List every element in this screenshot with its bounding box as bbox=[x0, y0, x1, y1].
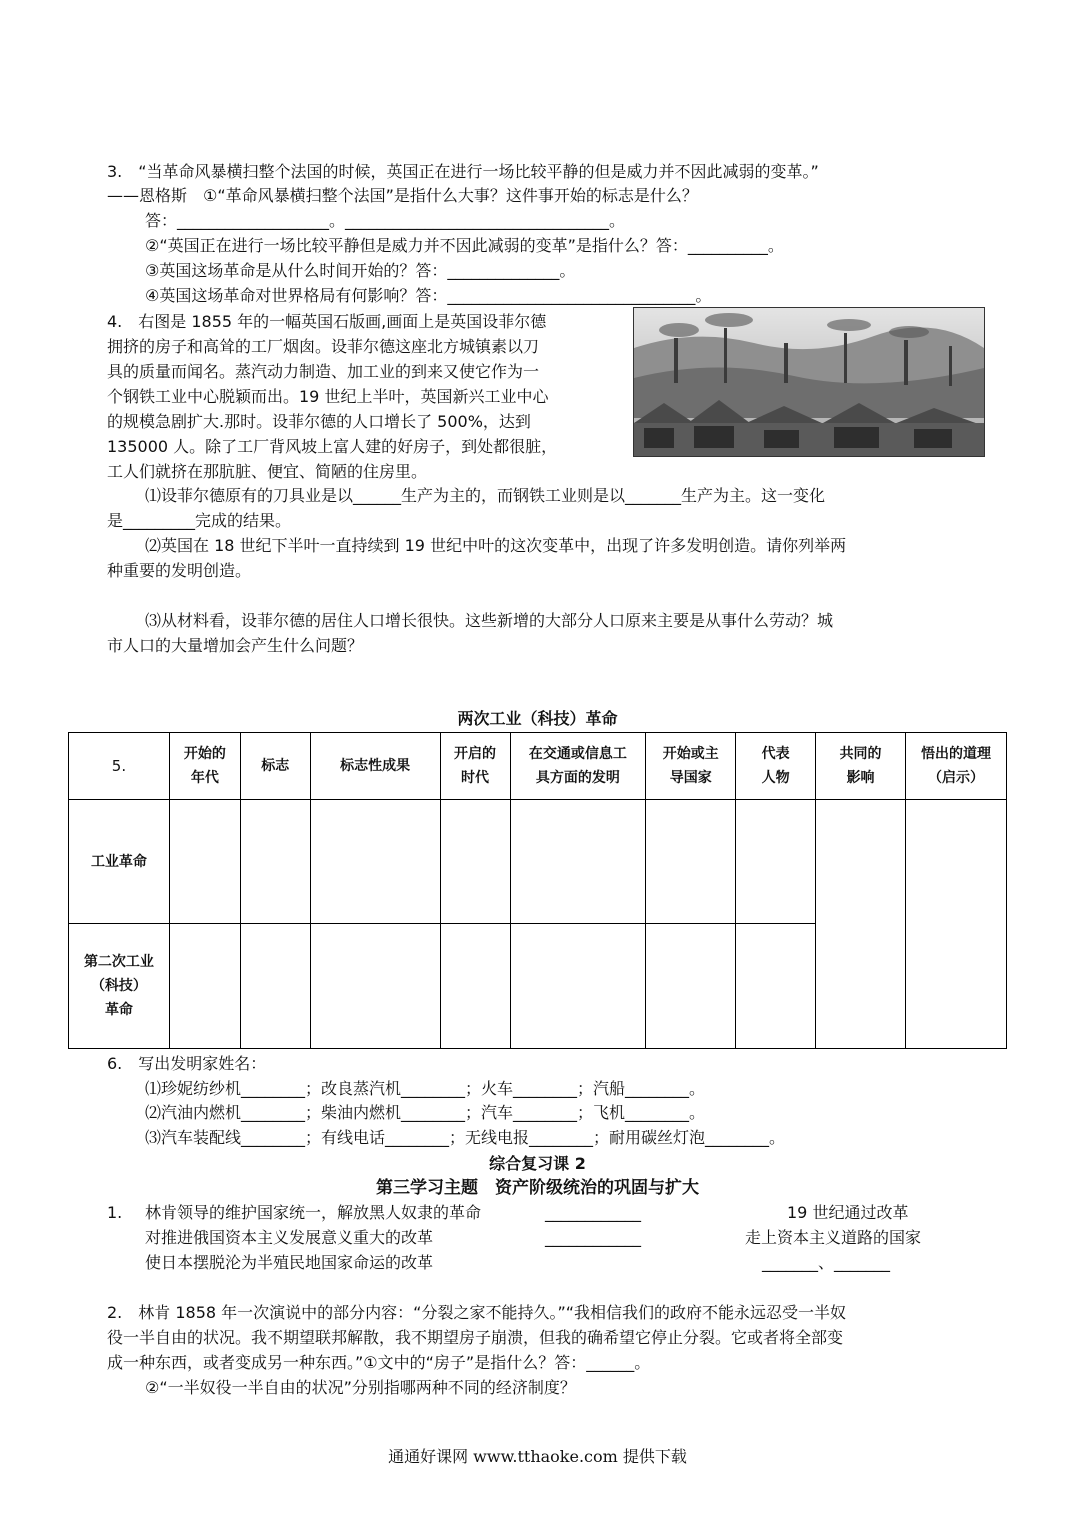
header-text: 悟出的道理 （启示） bbox=[921, 746, 991, 786]
q4-text-line: 135000 人。除了工厂背风坡上富人建的好房子，到处都很脏， bbox=[107, 437, 558, 456]
table-header-cell bbox=[906, 733, 1007, 800]
q6-line3: ⑶汽车装配线________；有线电话________；无线电报________；耐用碳丝灯泡________。 bbox=[145, 1128, 786, 1147]
q4-text-line: 的规模急剧扩大.那时。设菲尔德的人口增长了 500%，达到 bbox=[107, 412, 531, 431]
header-text: 开始的 年代 bbox=[183, 746, 226, 786]
table-header-cell bbox=[69, 733, 170, 800]
row-label-industrial-revolution: 工业革命 bbox=[69, 800, 170, 924]
table-header-cell bbox=[240, 733, 310, 800]
q4-sub2-line2: 种重要的发明创造。 bbox=[107, 561, 252, 580]
q7-item-left: 林肯领导的维护国家统一，解放黑人奴隶的革命 bbox=[145, 1203, 482, 1222]
q7-number: 1. bbox=[107, 1203, 123, 1222]
table-cell bbox=[169, 924, 240, 1049]
q4-sub3-line2: 市人口的大量增加会产生什么问题？ bbox=[107, 636, 364, 655]
row-label-text: 第二次工业 （科技） 革命 bbox=[83, 954, 154, 1018]
table-header-cell bbox=[440, 733, 510, 800]
table-row-industrial-revolution bbox=[69, 800, 1007, 924]
table-title: 两次工业（科技）革命 bbox=[457, 709, 618, 728]
q4-text-line: 4. 右图是 1855 年的一幅英国石版画,画面上是英国设菲尔德 bbox=[107, 312, 547, 331]
q4-sub1-line2: 是_________完成的结果。 bbox=[107, 511, 292, 530]
table-cell bbox=[510, 924, 646, 1049]
table-cell bbox=[310, 800, 440, 924]
table-cell-lesson bbox=[906, 800, 1007, 1049]
review-title: 综合复习课 2 bbox=[489, 1154, 586, 1173]
table-cell bbox=[240, 800, 310, 924]
table-cell bbox=[736, 800, 816, 924]
table-cell bbox=[646, 800, 736, 924]
q6-title: 6. 写出发明家姓名： bbox=[107, 1054, 267, 1073]
table-header-cell bbox=[310, 733, 440, 800]
q6-line2: ⑵汽油内燃机________；柴油内燃机________；汽车________；飞机________。 bbox=[145, 1103, 706, 1122]
table-cell bbox=[240, 924, 310, 1049]
q6-line1: ⑴珍妮纺纱机________；改良蒸汽机________；火车________；汽船________。 bbox=[145, 1079, 706, 1098]
header-text: 代表 人物 bbox=[761, 746, 790, 786]
q7-item-left: 对推进俄国资本主义发展意义重大的改革 bbox=[145, 1228, 434, 1247]
table-header-row bbox=[69, 733, 1007, 800]
q8-line4: ②“一半奴役一半自由的状况”分别指哪两种不同的经济制度？ bbox=[145, 1378, 576, 1397]
q3-answer-1: 答：___________________。_________________________________。 bbox=[145, 211, 626, 230]
q4-text-line: 拥挤的房子和高耸的工厂烟囱。设菲尔德这座北方城镇素以刀 bbox=[107, 337, 540, 356]
q8-line3: 成一种东西，或者变成另一种东西。”①文中的“房子”是指什么？答：______。 bbox=[107, 1353, 651, 1372]
q8-line1: 2. 林肯 1858 年一次演说中的部分内容：“分裂之家不能持久。”“我相信我们的政府不能永远忍受一半奴 bbox=[107, 1303, 847, 1322]
q4-text-line: 工人们就挤在那肮脏、便宜、简陋的住房里。 bbox=[107, 462, 428, 481]
header-text: 标志 bbox=[261, 758, 290, 774]
q4-sub2-line1: ⑵英国在 18 世纪下半叶一直持续到 19 世纪中叶的这次变革中，出现了许多发明创造。请你列举两 bbox=[145, 536, 847, 555]
q7-item-right: 19 世纪通过改革 bbox=[787, 1203, 909, 1222]
q8-line2: 役一半自由的状况。我不期望联邦解散，我不期望房子崩溃，但我的确希望它停止分裂。它或者将全部变 bbox=[107, 1328, 844, 1347]
row-label-second-revolution bbox=[69, 924, 170, 1049]
header-text: 共同的 影响 bbox=[839, 746, 882, 786]
table-header-cell bbox=[736, 733, 816, 800]
header-text: 开启的 时代 bbox=[454, 746, 497, 786]
q4-text-line: 个钢铁工业中心脱颖而出。19 世纪上半叶，英国新兴工业中心 bbox=[107, 387, 549, 406]
q7-blank: ____________ bbox=[545, 1228, 641, 1247]
table-header-cell bbox=[816, 733, 906, 800]
q3-line5: ③英国这场革命是从什么时间开始的？答：______________。 bbox=[145, 261, 576, 280]
page-footer: 通通好课网 www.tthaoke.com 提供下载 bbox=[388, 1447, 687, 1466]
sheffield-lithograph-image bbox=[633, 307, 985, 457]
q3-line6: ④英国这场革命对世界格局有何影响？答：_______________________________。 bbox=[145, 286, 712, 305]
table-cell bbox=[510, 800, 646, 924]
table-cell bbox=[736, 924, 816, 1049]
table-cell bbox=[310, 924, 440, 1049]
header-text: 标志性成果 bbox=[340, 758, 411, 774]
table-cell-shared-impact bbox=[816, 800, 906, 1049]
table-cell bbox=[646, 924, 736, 1049]
q3-line2: ——恩格斯 ①“革命风暴横扫整个法国”是指什么大事？这件事开始的标志是什么？ bbox=[107, 186, 698, 205]
industrial-revolution-table bbox=[68, 732, 1007, 1049]
q3-line1: 3. “当革命风暴横扫整个法国的时候，英国正在进行一场比较平静的但是威力并不因此减弱的变革。” bbox=[107, 162, 819, 181]
table-cell bbox=[440, 800, 510, 924]
q7-blank: ____________ bbox=[545, 1203, 641, 1222]
q7-item-right: 走上资本主义道路的国家 bbox=[745, 1228, 922, 1247]
header-text: 5. bbox=[111, 757, 127, 775]
table-cell bbox=[169, 800, 240, 924]
q4-sub1-line1: ⑴设菲尔德原有的刀具业是以______生产为主的，而钢铁工业则是以_______生产为主。这一变化 bbox=[145, 486, 826, 505]
table-header-cell bbox=[510, 733, 646, 800]
review-subtitle: 第三学习主题 资产阶级统治的巩固与扩大 bbox=[376, 1178, 699, 1198]
q7-blank-pair: _______、_______ bbox=[762, 1253, 891, 1272]
table-header-cell bbox=[169, 733, 240, 800]
q4-sub3-line1: ⑶从材料看，设菲尔德的居住人口增长很快。这些新增的大部分人口原来主要是从事什么劳动？城 bbox=[145, 611, 834, 630]
q3-line4: ②“英国正在进行一场比较平静但是威力并不因此减弱的变革”是指什么？答：__________。 bbox=[145, 236, 784, 255]
q4-text-line: 具的质量而闻名。蒸汽动力制造、加工业的到来又使它作为一 bbox=[107, 362, 540, 381]
header-text: 开始或主 导国家 bbox=[662, 746, 719, 786]
header-text: 在交通或信息工 具方面的发明 bbox=[528, 746, 627, 786]
table-cell bbox=[440, 924, 510, 1049]
q7-item-left: 使日本摆脱沦为半殖民地国家命运的改革 bbox=[145, 1253, 434, 1272]
table-header-cell bbox=[646, 733, 736, 800]
